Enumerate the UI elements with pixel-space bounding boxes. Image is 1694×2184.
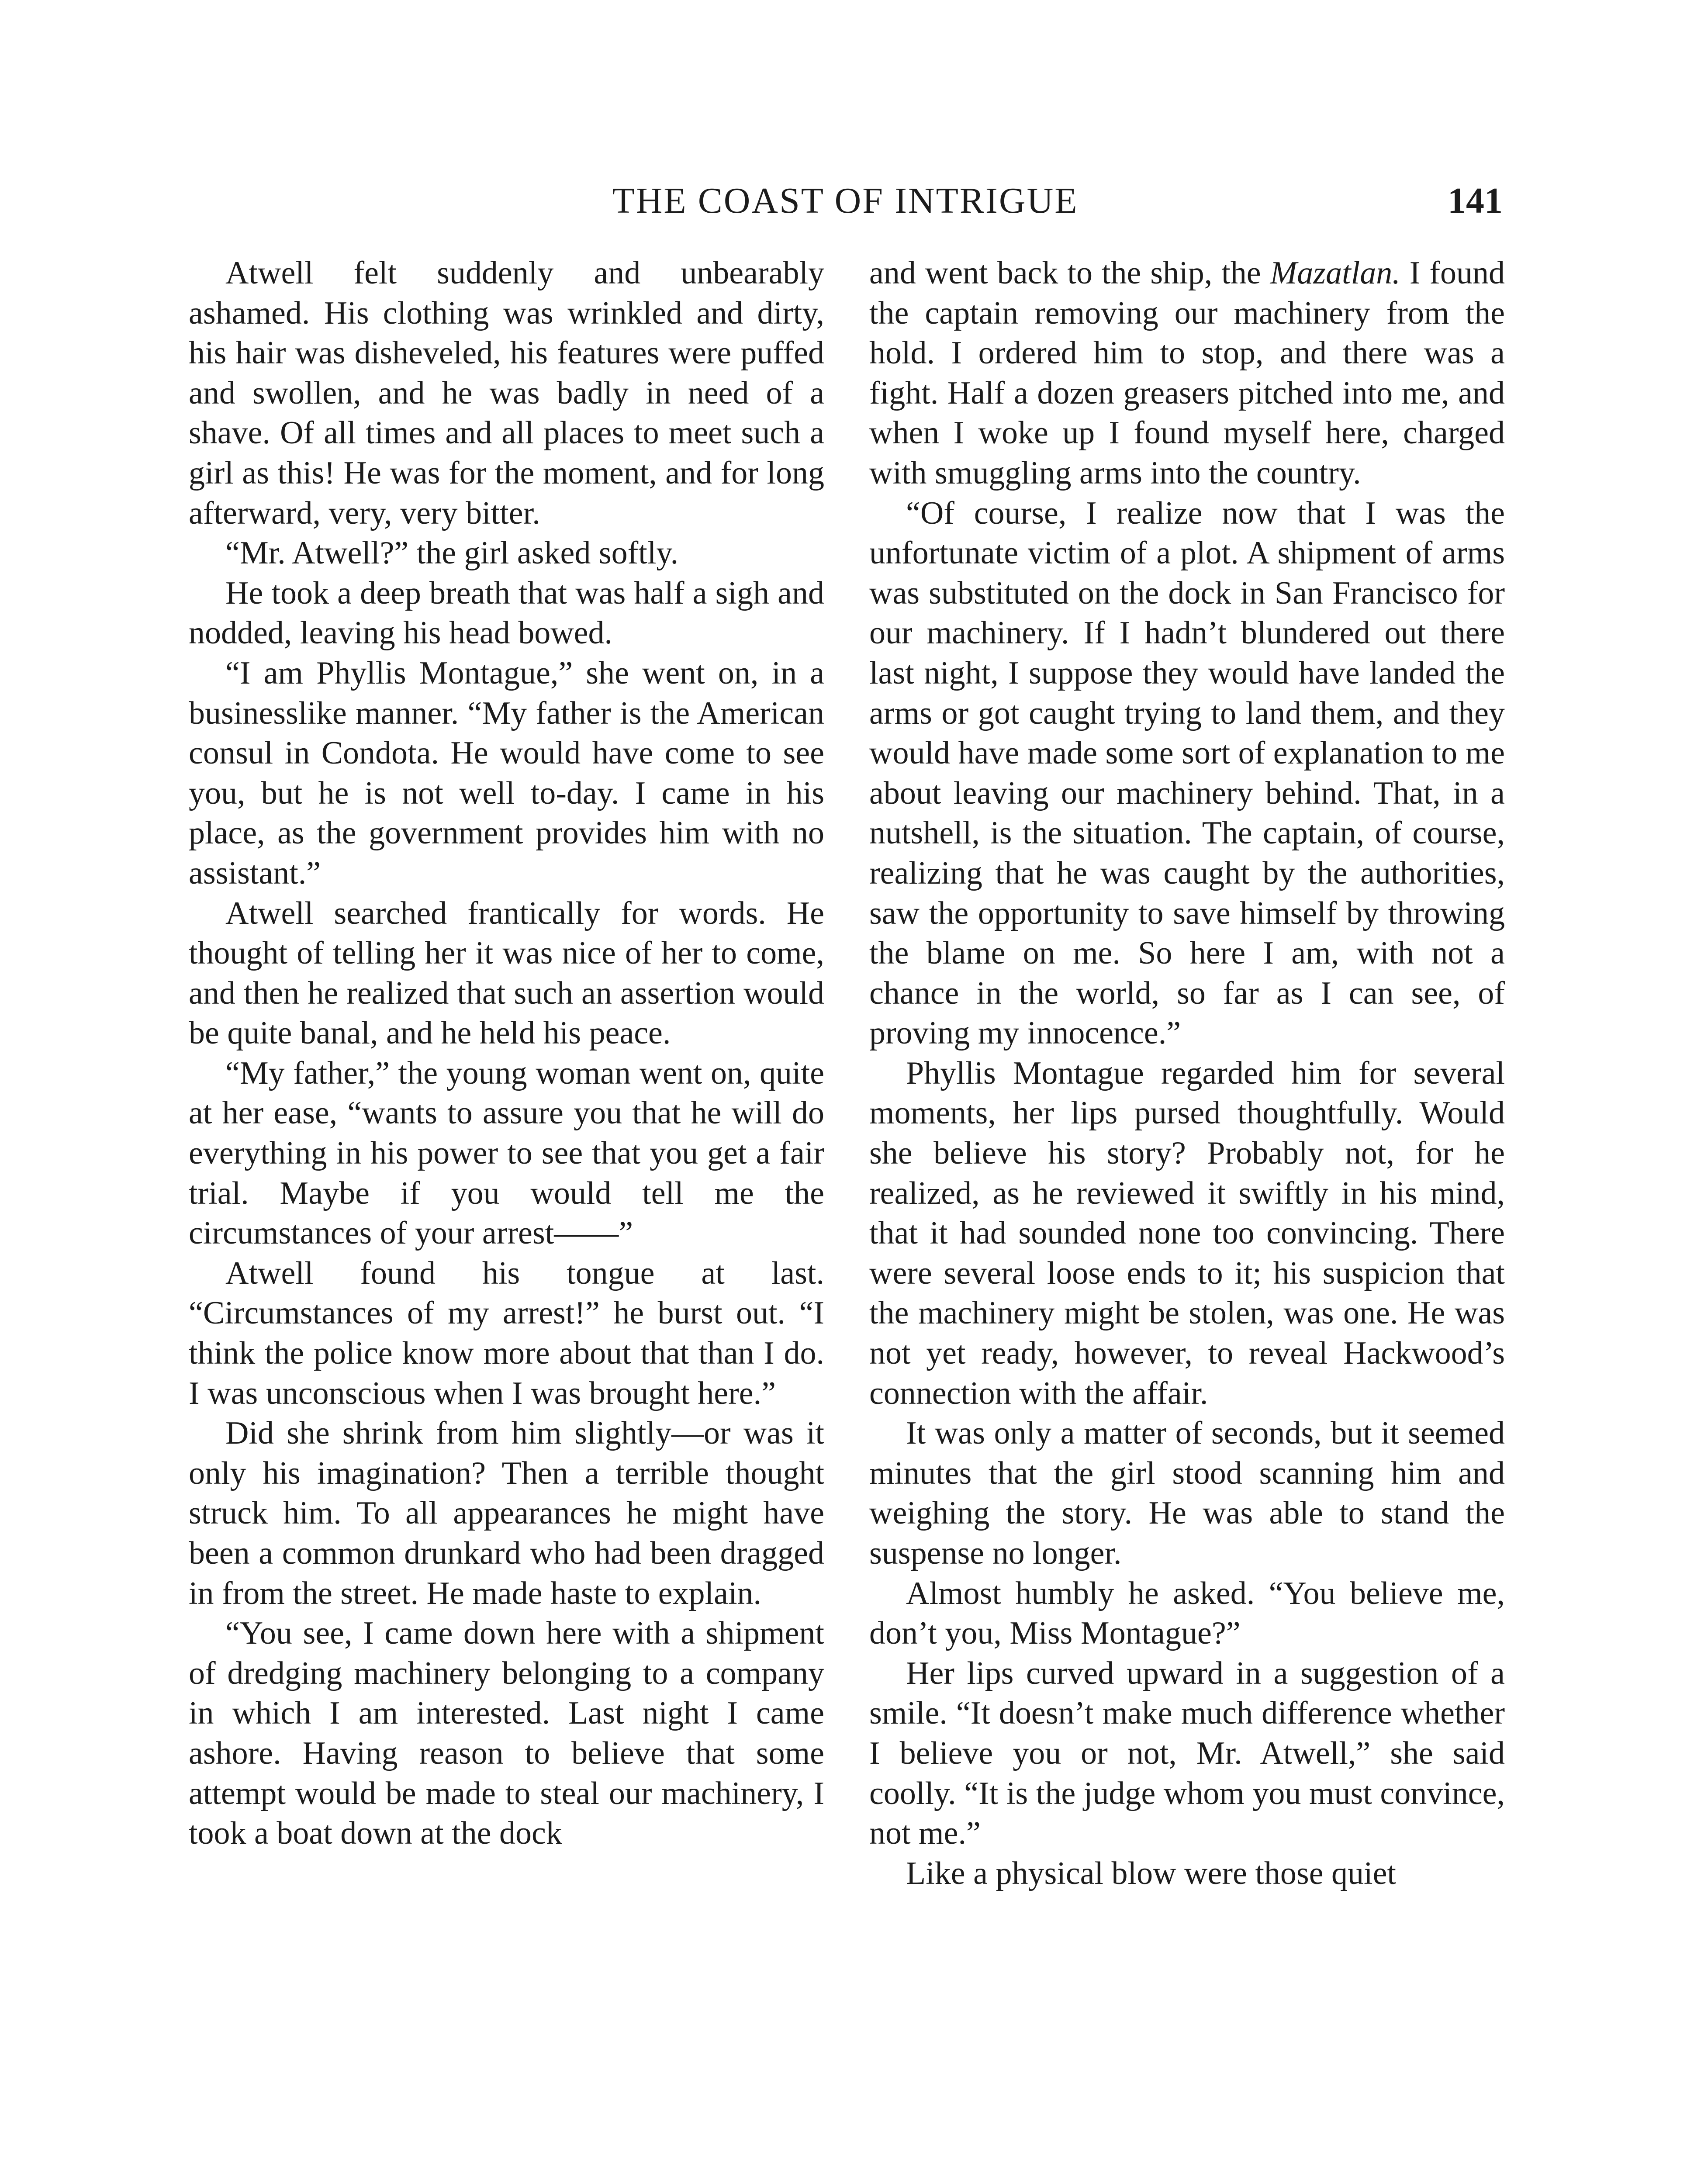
paragraph: He took a deep breath that was half a sigh and nodded, leaving his head bowed.: [189, 575, 824, 651]
running-title: THE COAST OF INTRIGUE: [612, 180, 1079, 221]
paragraph: Like a physical blow were those quiet: [906, 1855, 1396, 1891]
continuation-prefix: and went back to the ship, the: [869, 255, 1270, 291]
paragraph: “I am Phyllis Montague,” she went on, in a businesslike manner. “My father is the American consul in Condota. He would have come to see you, but he is not well to-day. I came in his place, as the government provides him with no assistant.”: [189, 655, 824, 891]
left-column: [189, 253, 824, 1854]
paragraph: “You see, I came down here with a shipment of dredging machinery belonging to a company in which I am interested. Last night I came ashore. Having reason to believe that some attempt would be made to steal our machinery, I took a boat down at the dock: [189, 1615, 824, 1852]
paragraph: “Mr. Atwell?” the girl asked softly.: [225, 535, 679, 571]
paragraph: It was only a matter of seconds, but it seemed minutes that the girl stood scanning him and weighing the story. He was able to stand the suspense no longer.: [869, 1415, 1505, 1571]
paragraph: Almost humbly he asked. “You believe me, don’t you, Miss Montague?”: [869, 1575, 1505, 1652]
paragraph: Atwell felt suddenly and unbearably ashamed. His clothing was wrinkled and dirty, his hair was disheveled, his features were puffed and swollen, and he was badly in need of a shave. Of all times and all places to meet such a girl as this! He was for the moment, and for long afterward, very, very bitter.: [189, 255, 824, 531]
paragraph: Phyllis Montague regarded him for several moments, her lips pursed thoughtfully. Would she believe his story? Probably not, for he realized, as he reviewed it swiftly in his mind, that it had sounded none too convincing. There were several loose ends to it; his suspicion that the machinery might be stolen, was one. He was not yet ready, however, to reveal Hackwood’s connection with the affair.: [869, 1055, 1505, 1411]
paragraph: Atwell searched frantically for words. He thought of telling her it was nice of her to come, and then he realized that such an assertion would be quite banal, and he held his peace.: [189, 895, 824, 1051]
paragraph: “My father,” the young woman went on, quite at her ease, “wants to assure you that he will do everything in his power to see that you get a fair trial. Maybe if you would tell me the circumstances of your arrest——”: [189, 1055, 824, 1251]
paragraph: Did she shrink from him slightly—or was it only his imagination? Then a terrible thought struck him. To all appearances he might have been a common drunkard who had been dragged in from the street. He made haste to explain.: [189, 1415, 824, 1611]
continued-paragraph: [869, 253, 1505, 494]
ship-name: Mazatlan.: [1270, 255, 1400, 291]
page-header: [188, 177, 1503, 229]
paragraph: Her lips curved upward in a suggestion of a smile. “It doesn’t make much difference whether I believe you or not, Mr. Atwell,” she said coolly. “It is the judge whom you must convince, not me.”: [869, 1655, 1505, 1852]
continuation-suffix: I found the captain removing our machinery from the hold. I ordered him to stop, and there was a fight. Half a dozen greasers pitched into me, and when I woke up I found myself here, charged with smuggling arms into the country.: [869, 255, 1505, 491]
page-number: 141: [1448, 180, 1503, 221]
paragraph: Atwell found his tongue at last. “Circumstances of my arrest!” he burst out. “I think the police know more about that than I do. I was unconscious when I was brought here.”: [189, 1255, 824, 1411]
right-column: [869, 253, 1505, 1894]
paragraph: “Of course, I realize now that I was the unfortunate victim of a plot. A shipment of arms was substituted on the dock in San Francisco for our machinery. If I hadn’t blundered out there last night, I suppose they would have landed the arms or got caught trying to land them, and they would have made some sort of explanation to me about leaving our machinery behind. That, in a nutshell, is the situation. The captain, of course, realizing that he was caught by the authorities, saw the opportunity to save himself by throwing the blame on me. So here I am, with not a chance in the world, so far as I can see, of proving my innocence.”: [869, 495, 1505, 1051]
